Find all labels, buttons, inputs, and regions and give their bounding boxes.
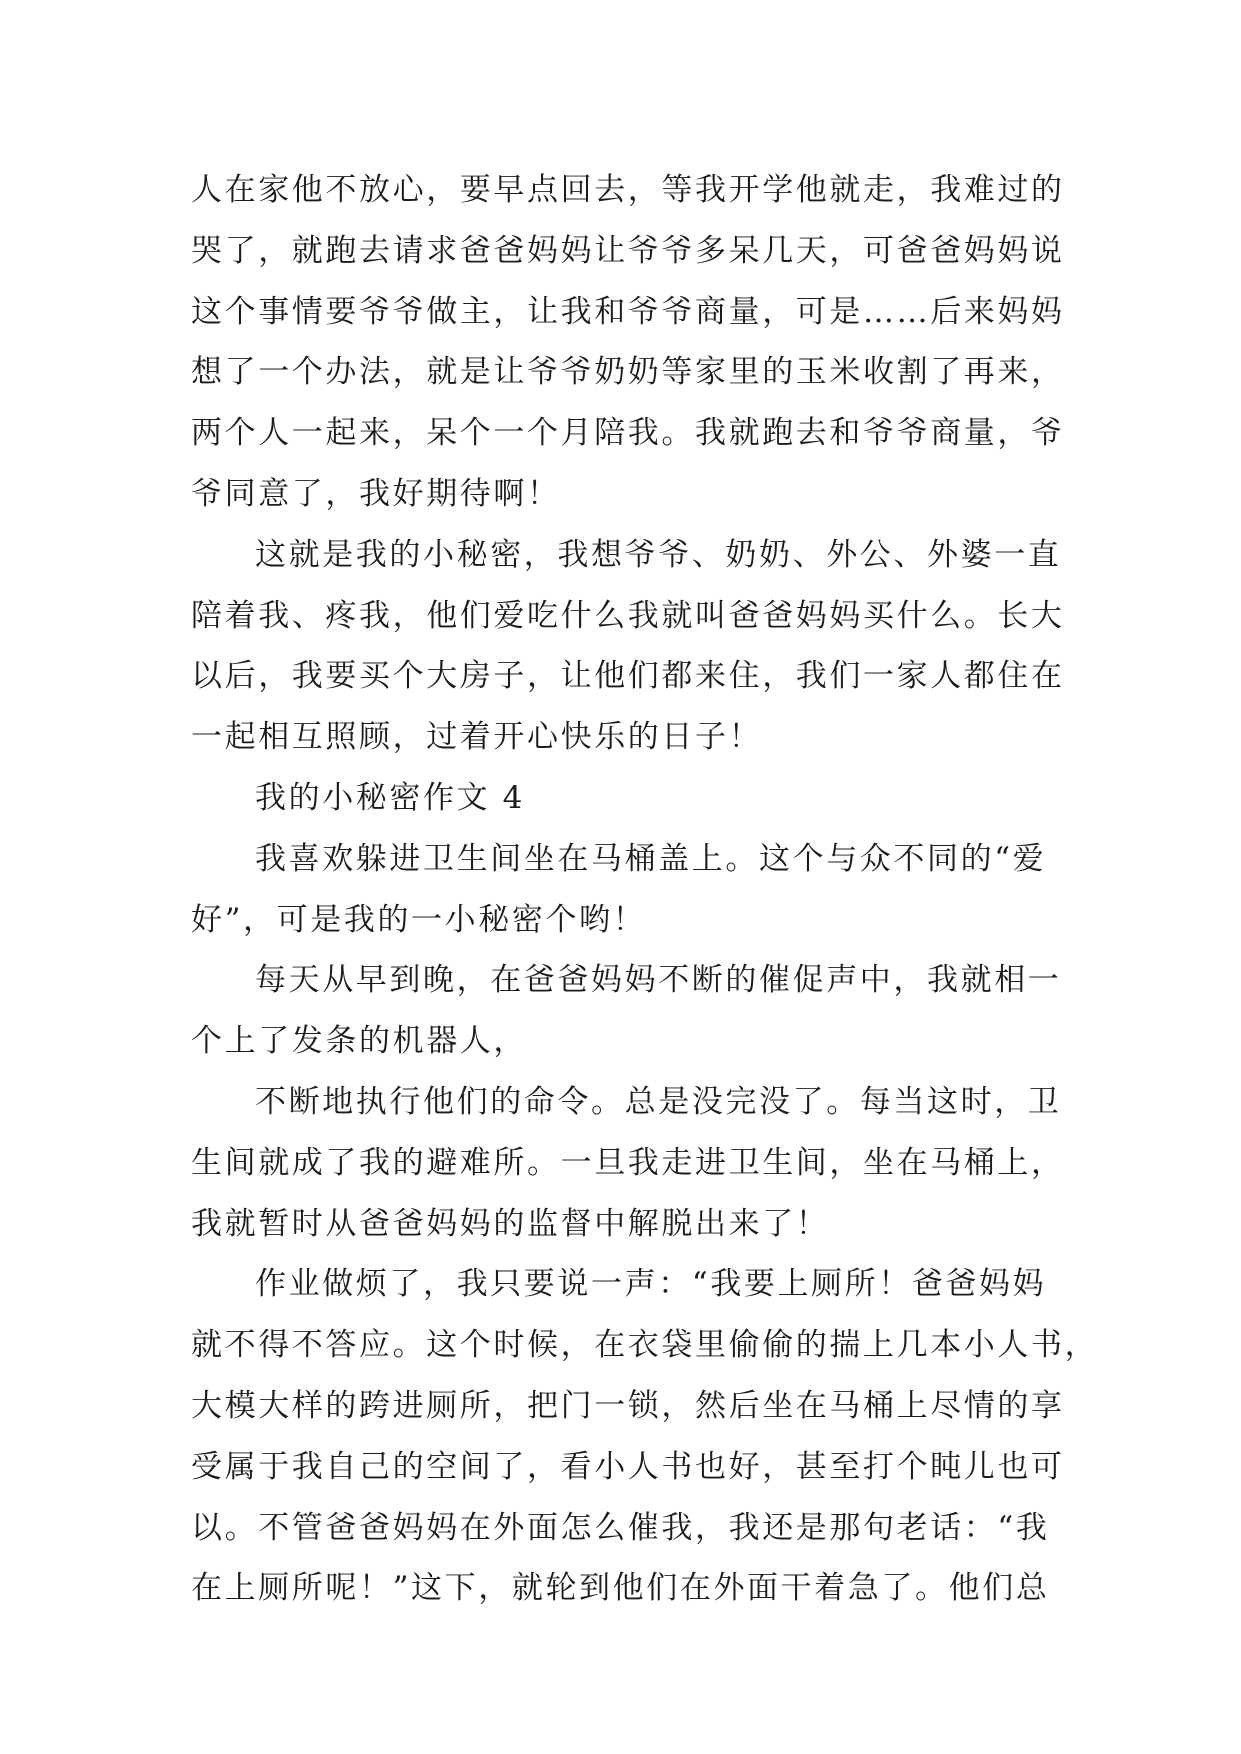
text-line: 想了一个办法，就是让爷爷奶奶等家里的玉米收割了再来， bbox=[191, 354, 1065, 391]
text-line: 以后，我要买个大房子，让他们都来住，我们一家人都住在 bbox=[191, 658, 1065, 695]
text-line: 哭了，就跑去请求爸爸妈妈让爷爷多呆几天，可爸爸妈妈说 bbox=[191, 232, 1065, 269]
text-line: 一起相互照顾，过着开心快乐的日子！ bbox=[191, 719, 763, 756]
text-line: 人在家他不放心，要早点回去，等我开学他就走，我难过的 bbox=[191, 172, 1065, 208]
text-line: 我的小秘密作文 4 bbox=[255, 779, 525, 816]
text-line: 陪着我、疼我，他们爱吃什么我就叫爸爸妈妈买什么。长大 bbox=[191, 597, 1065, 634]
text-line: 受属于我自己的空间了，看小人书也好，甚至打个盹儿也可 bbox=[191, 1448, 1065, 1485]
text-line: 个上了发条的机器人， bbox=[191, 1023, 527, 1060]
text-line: 这就是我的小秘密，我想爷爷、奶奶、外公、外婆一直 bbox=[255, 536, 1062, 573]
text-line: 大模大样的跨进厕所，把门一锁，然后坐在马桶上尽情的享 bbox=[191, 1387, 1065, 1424]
text-line: 在上厕所呢！”这下，就轮到他们在外面干着急了。他们总 bbox=[191, 1570, 1050, 1607]
document-body bbox=[191, 160, 1099, 1619]
text-line: 我就暂时从爸爸妈妈的监督中解脱出来了！ bbox=[191, 1205, 830, 1242]
text-line: 这个事情要爷爷做主，让我和爷爷商量，可是……后来妈妈 bbox=[191, 293, 1065, 330]
text-line: 作业做烦了，我只要说一声：“我要上厕所！爸爸妈妈 bbox=[255, 1266, 1047, 1303]
text-line: 每天从早到晚，在爸爸妈妈不断的催促声中，我就相一 bbox=[255, 962, 1062, 999]
text-line: 好”，可是我的一小秘密个哟！ bbox=[191, 901, 647, 938]
text-line: 以。不管爸爸妈妈在外面怎么催我，我还是那句老话：“我 bbox=[191, 1509, 1050, 1546]
text-line: 两个人一起来，呆个一个月陪我。我就跑去和爷爷商量，爷 bbox=[191, 415, 1065, 452]
text-line: 生间就成了我的避难所。一旦我走进卫生间，坐在马桶上， bbox=[191, 1144, 1065, 1181]
text-line: 我喜欢躲进卫生间坐在马桶盖上。这个与众不同的“爱 bbox=[255, 840, 1047, 877]
text-line: 不断地执行他们的命令。总是没完没了。每当这时，卫 bbox=[255, 1083, 1062, 1120]
text-line: 爷同意了，我好期待啊！ bbox=[191, 475, 561, 512]
text-line: 就不得不答应。这个时候，在衣袋里偷偷的揣上几本小人书， bbox=[191, 1327, 1099, 1364]
